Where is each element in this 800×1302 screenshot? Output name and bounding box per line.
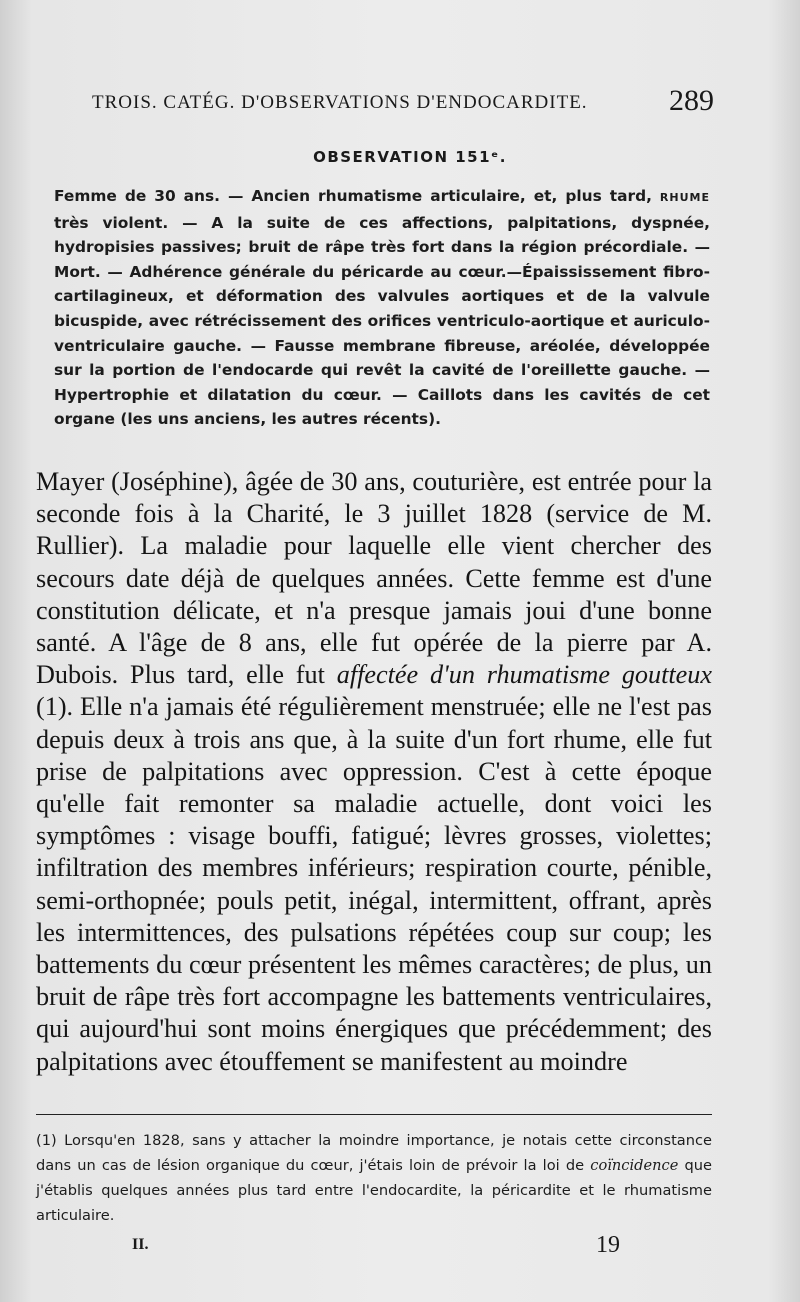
footnote-rule: [36, 1114, 712, 1115]
footnote-italic-word: coïncidence: [590, 1157, 679, 1174]
running-head: [92, 84, 714, 118]
observation-title: OBSERVATION 151ᵉ.: [313, 148, 507, 166]
summary-text-end: très violent. — A la suite de ces affections, palpitations, dyspnée, hydropisies passives; bruit de râpe très fort dans la région précordiale. — Mort. — Adhérence générale du péricarde au cœur.—Épaississement fibro-cartilagineux, et déformation des valvules aortiques et de la valvule bicuspide, avec rétrécissement des orifices ventriculo-aortique et auriculo-ventriculaire gauche. — Fausse membrane fibreuse, aréolée, développée sur la portion de l'endocarde qui revêt la cavité de l'oreillette gauche. — Hypertrophie et dilatation du cœur. — Caillots dans les cavités de cet organe (les uns anciens, les autres récents).: [54, 213, 710, 429]
footnote-text-part1: (1) Lorsqu'en 1828, sans y attacher la moindre importance, je notais cette circonstance dans un cas de lésion organique du cœur, j'étais loin de prévoir la loi de: [36, 1132, 712, 1174]
signature-mark: II.: [132, 1236, 149, 1253]
running-title: TROIS. CATÉG. D'OBSERVATIONS D'ENDOCARDITE.: [92, 92, 588, 113]
footnote: [36, 1128, 712, 1228]
summary-text-start: Femme de 30 ans. — Ancien rhumatisme articulaire, et, plus tard,: [54, 187, 660, 205]
footnote-text-part2: que j'établis quelques années plus tard entre l'endocardite, la péricardite et le rhumatisme articulaire.: [36, 1157, 712, 1224]
summary-small-caps: RHUME: [659, 191, 710, 204]
sheet-number: 19: [596, 1232, 620, 1258]
body-text-part2: (1). Elle n'a jamais été régulièrement menstruée; elle ne l'est pas depuis deux à trois ans que, à la suite d'un fort rhume, elle fut prise de palpitations avec oppression. C'est à cette époque qu'elle fait remonter sa maladie actuelle, dont voici les symptômes : visage bouffi, fatigué; lèvres grosses, violettes; infiltration des membres inférieurs; respiration courte, pénible, semi-orthopnée; pouls petit, inégal, intermittent, offrant, après les intermittences, des pulsations répétées coup sur coup; les battements du cœur présentent les mêmes caractères; de plus, un bruit de râpe très fort accompagne les battements ventriculaires, qui aujourd'hui sont moins énergiques que précédemment; des palpitations avec étouffement se manifestent au moindre: [36, 692, 712, 1076]
observation-summary: [54, 184, 710, 432]
body-paragraph: [36, 466, 712, 1078]
page-number: 289: [669, 84, 714, 117]
body-text-part1: Mayer (Joséphine), âgée de 30 ans, couturière, est entrée pour la seconde fois à la Charité, le 3 juillet 1828 (service de M. Rullier). La maladie pour laquelle elle vient chercher des secours date déjà de quelques années. Cette femme est d'une constitution délicate, et n'a presque jamais joui d'une bonne santé. A l'âge de 8 ans, elle fut opérée de la pierre par A. Dubois. Plus tard, elle fut: [36, 467, 712, 690]
body-italic-phrase: affectée d'un rhumatisme goutteux: [336, 660, 712, 690]
